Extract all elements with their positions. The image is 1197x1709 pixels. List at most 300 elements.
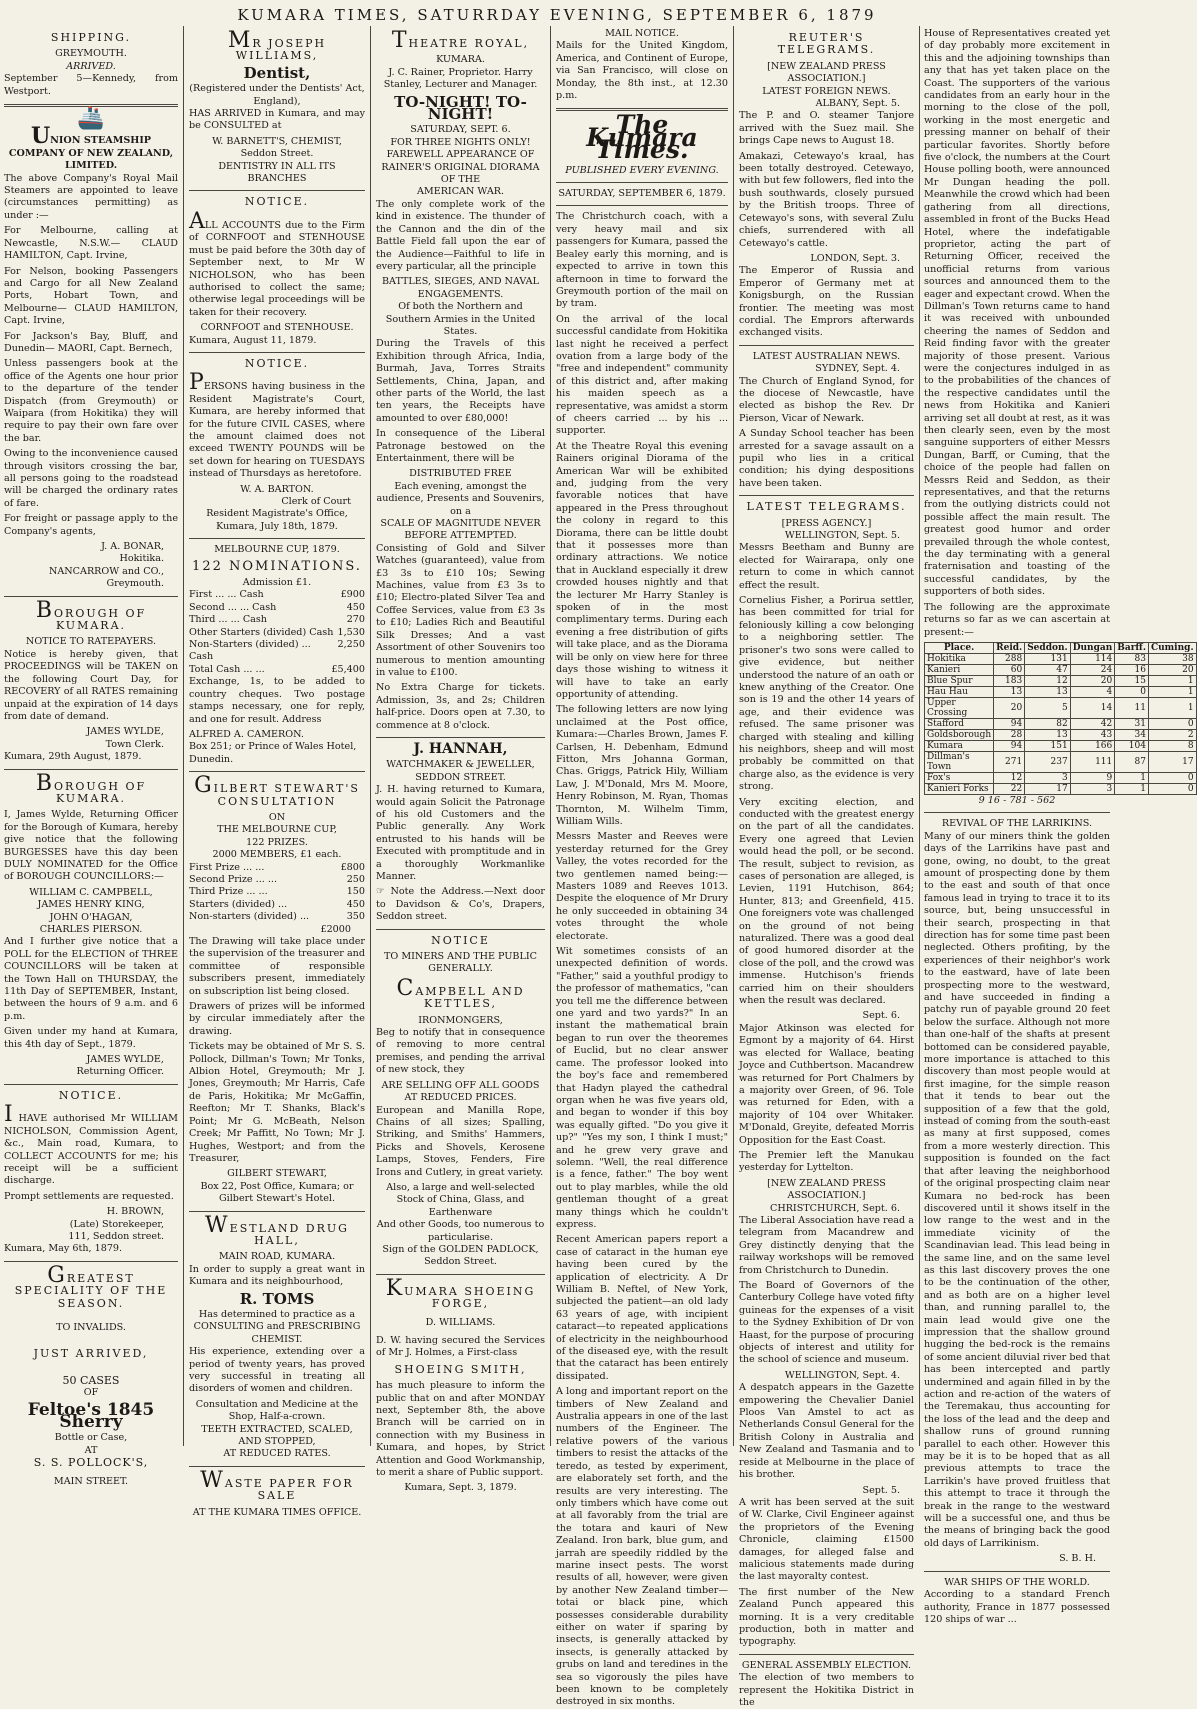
divider: [189, 352, 365, 353]
dateline: SYDNEY, Sept. 4.: [815, 363, 900, 375]
divider: [4, 769, 178, 770]
table-cell: 82: [1025, 718, 1071, 729]
prize-value: 1,530: [337, 626, 365, 638]
prize-label: Second ... ... Cash: [189, 601, 277, 613]
arrival-line: September 5—Kennedy, from Westport.: [4, 73, 178, 97]
table-cell: Dillman's Town: [925, 751, 994, 772]
prize-total: £2000: [320, 923, 351, 935]
total-value: £5,400: [331, 663, 365, 675]
table-cell: 42: [1070, 718, 1115, 729]
prize-value: 250: [346, 873, 365, 885]
cases: 50 CASES: [62, 1373, 120, 1387]
signature: Hokitika.: [119, 553, 164, 565]
just-arrived: JUST ARRIVED,: [33, 1347, 149, 1361]
table-cell: 87: [1115, 751, 1149, 772]
notice-title: NOTICE: [431, 933, 490, 947]
prize-list: [189, 589, 365, 663]
article-para: Many of our miners think the golden days of the Larrikins have past and gone, owing, no doubt, to the great amount of prospecting done by them to the east and south of that once famous lead in trying to trace it to its source, but, being unsuccessful in their search, prospecting in that direction has for some time past been neglected. Others profiting, by the experiences of their neighbor's work to the eastward, have of late been prospecting more to the westward, and have succeeded in finding a patchy run of payable ground 20 feet below the surface. Although not more than one-half of the shafts at present bottomed can be considered payable, more importance is attached to this discovery than most people would at first imagine, for the simple reason that it tends to bear out the supposition of a few that the gold, instead of coming from the south-east as many at first supposed, comes from a more westerly direction. This supposition is founded on the fact that after leaving the neighborhood of the original prospecting claim near Kumara no bed-rock has been discovered until it shows itself in the low range to the west and in the immediate vicinity of the Scandinavian lead. This lead being in the same line, and on the same level as this last discovery proves the one to be the continuation of the other, and as both are on a higher level than, and running parallel to, the main lead would give one the impression that the shallow ground hugging the bed-rock is the remains of some ancient diluvial river bed that has been intercepted and partly undermined and again filled in by the action and re-action of the waters of the Teremakau, thus accounting for the loss of the lead and the deep and shallow runs of ground running parallel to each other. However this may be it is to be hoped that as all previous attempts to trace the Larrikin's have proved fruitless that this attempt to trace it through the break in the range to the westward will be a successful one, and thus be the means of bringing back the good old days of Larrikinism.: [924, 830, 1110, 1549]
dentist-title: MR JOSEPH WILLIAMS,: [227, 28, 327, 63]
column-4: [556, 28, 728, 1708]
press-agency: [PRESS AGENCY.]: [781, 517, 872, 529]
forge-para: has much pleasure to inform the public that on and after MONDAY next, September 8th, the above Branch will be carried on in connection with my Business in Kumara, and hopes, by Strict Attention and Good Workmanship, to merit a share of Public support.: [376, 1380, 545, 1479]
each-evening: Each evening, amongst the audience, Presents and Souvenirs, on a: [376, 480, 545, 517]
table-cell: 0: [1148, 772, 1196, 783]
theatre-para: In consequence of the Liberal Patronage bestowed on the Entertainment, there will be: [376, 428, 545, 464]
table-cell: Kumara: [925, 740, 994, 751]
masthead: KUMARA TIMES, SATURRDAY EVENING, SEPTEMBER 6, 1879: [237, 6, 877, 24]
column-header: Cuming.: [1148, 642, 1196, 653]
table-cell: 1: [1148, 686, 1196, 697]
table-cell: 3: [1025, 772, 1071, 783]
prize-label: Other Starters (divided) Cash: [189, 626, 334, 638]
column-rule: [183, 26, 184, 1446]
column-rule: [919, 26, 920, 1446]
table-row: [925, 772, 1197, 783]
cup-nominations: 122 NOMINATIONS.: [192, 558, 362, 574]
column-5: [739, 28, 915, 1708]
telegram-para: The P. and O. steamer Tanjore arrived with the Suez mail. She brings Cape news to August 18.: [739, 110, 914, 147]
campbell-title: CAMPBELL AND KETTLES,: [396, 975, 525, 1011]
divider: [189, 538, 365, 539]
dentist-para: HAS ARRIVED in Kumara, and may be CONSULTED at: [189, 108, 365, 132]
table-cell: Hokitika: [925, 653, 994, 664]
golden-padlock: Sign of the GOLDEN PADLOCK, Seddon Street.: [382, 1243, 539, 1268]
consult-para: The Drawing will take place under the supervision of the treasurer and committee of responsible subscribers present, immediately on subscription list being closed.: [189, 936, 365, 997]
handwritten-note: 9 16 - 781 - 562: [978, 794, 1056, 806]
table-cell: 1: [1148, 697, 1196, 718]
notice-title: NOTICE.: [244, 356, 310, 370]
usc-para: The above Company's Royal Mail Steamers are appointed to leave (circumstances permitting) as under :—: [4, 172, 178, 221]
of-label: OF: [83, 1387, 99, 1399]
seddon-st: Seddon Street.: [240, 148, 314, 160]
column-header: Reid.: [994, 642, 1025, 653]
table-cell: 131: [1025, 653, 1071, 664]
drug-hall-title: WESTLAND DRUG HALL,: [205, 1212, 349, 1247]
borough-para: Notice is hereby given, that PROCEEDINGS will be TAKEN on the following Court Day, for RECOVERY of all RATES remaining unpaid at the expiration of 14 days from date of demand.: [4, 648, 178, 722]
column-rule: [370, 26, 371, 1446]
prize-row: [189, 862, 365, 874]
table-cell: 12: [1025, 675, 1071, 686]
article-para: Wit sometimes consists of an unexpected definition of words. "Father," said a youthful prodigy to the professor of mathematics, "can you tell me the difference between one yard and two yards?" In an instant the mathematical brain began to run over the theoremes of Euclid, but no clear answer came. The professor looked into the boy's face and remembered that Hadyn played the cathedral organ when he was five years old, and began to wonder if this boy was equally gifted. "Do you give it up?" "Yes my son, I think I must;" and he grew very grave and solemn. "Well, the real difference is a fence, father." The boy went out to play marbles, while the old gentleman thought of a great many things which he couldn't express.: [556, 946, 728, 1230]
article-para: House of Representatives created yet of day probably more excitement in this and the adjoining townships than any that has yet taken place on the Coast. The supporters of the various candidates from an early hour in the morning to the close of the poll, working in the most energetic and pressing manner on behalf of their particular favorites. Shortly before five o'clock, the numbers at the Court House polling booth, were announced Mr Dungan heading the poll. Meanwhile the crowd which had been gathering from all directions, assembled in front of the Bucks Head Hotel, where the indefatigable proprietor, acting the part of Returning Officer, received the unofficial returns from various sources and announced them to the eager and expectant crowd. When the Dillman's Town returns came to hand it was received with unbounded cheering the names of Seddon and Reid finding favor with the greater majority of those present. Various were the conjectures indulged in as to the probabilities of the chances of the respective candidates until the news from Hokitika and Kanieri arriving set all doubt at rest, as it was then clearly seen, even by the most sanguine supporters of either Messrs Dungan, Barff, or Cuming, that the choice of the people had fallen on Messrs Reid and Seddon, as their representatives, and that the returns from the outlying districts could not possible affect the main result. The greatest good humor and order prevailed through the whole contest, the day terminating with a general fraternisation and toasting of the successful candidates, by the supporters of both sides.: [924, 28, 1110, 598]
notice-para: ALL ACCOUNTS due to the Firm of CORNFOOT and STENHOUSE must be paid before the 30th day of September next, to Mr W NICHOLSON, who has been authorised to collect the same; otherwise legal proceedings will be taken for their recovery.: [189, 208, 365, 318]
prize-row: [189, 589, 365, 601]
prize-label: Third Prize ... ...: [189, 886, 268, 898]
larrikins-title: REVIVAL OF THE LARRIKINS.: [941, 818, 1093, 830]
nominee: CHARLES PIERSON.: [39, 924, 143, 935]
notice-title: NOTICE.: [58, 1088, 124, 1102]
usc-para: Unless passengers book at the office of the Agents one hour prior to the departure of the tender Dispatch (from Greymouth) or Waipara (from Hokitika) they will require to pay their own fare over the bar.: [4, 358, 178, 444]
column-header: Dungan: [1070, 642, 1115, 653]
table-cell: 151: [1025, 740, 1071, 751]
table-cell: 20: [994, 697, 1025, 718]
consult-para: Tickets may be obtained of Mr S. S. Pollock, Dillman's Town; Mr Tonks, Albion Hotel, Greymouth; Mr J. Jones, Greymouth; Mr Harris, Cafe de Paris, Hokitika; Mr McGaffin, Reefton; Mr T. Shanks, Black's Point; Mr G. McBeath, Nelson Creek; Mr Paffitt, No Town; Mr J. Hughes, Westport; and from the Treasurer,: [189, 1041, 365, 1164]
telegram-para: The first number of the New Zealand Punch appeared this morning. It is a very creditable production, both in matter and typography.: [739, 1586, 914, 1648]
signature: CORNFOOT and STENHOUSE.: [200, 322, 354, 334]
press-assoc: [NEW ZEALAND PRESS ASSOCIATION.]: [767, 60, 886, 85]
telegram-para: The Emperor of Russia and Emperor of Germany met at Konigsburgh, on the Russian frontier. The meeting was most cordial. The Emprors afterwards exchanged visits.: [739, 265, 914, 339]
table-cell: Blue Spur: [925, 675, 994, 686]
article-para: Messrs Master and Reeves were yesterday returned for the Grey Valley, the votes recorded for the two gentlemen named being:—Masters 1089 and Reeves 1013. Despite the eloquence of Mr Drury he only succeeded in obtaining 34 votes throught the whole electorate.: [556, 831, 728, 942]
nominee: WILLIAM C. CAMPBELL,: [29, 886, 153, 898]
forge-owner: D. WILLIAMS.: [425, 1316, 496, 1328]
column-rule: [733, 26, 734, 1446]
table-cell: 15: [1115, 675, 1149, 686]
prizes-label: 122 PRIZES.: [246, 836, 308, 848]
table-cell: 13: [1025, 686, 1071, 697]
table-cell: 271: [994, 751, 1025, 772]
article-para: According to a standard French authority, France in 1877 possessed 120 ships of war ...: [924, 1589, 1110, 1625]
campbell-para: European and Manilla Rope, Chains of all sizes; Spalling, Striking, and Smiths' Hammers, Picks and Shovels, Kerosene Lamps, Stoves, Fenders, Fire Irons and Cutlery, in great variety.: [376, 1104, 545, 1178]
article-para: A long and important report on the timbers of New Zealand and Australia appears in one of the last numbers of the Engineer. The relative powers of the various timbers to resist the attacks of the teredo, as tested by experiment, are elaborately set forth, and the results are very interesting. The only timbers which have come out at all favorably from the trial are the totara and kauri of New Zealand. Iron bark, blue gum, and jarrah are speedily riddled by the marine insect pests. The worst results of all, however, were given by another New Zealand timber—totai or black pine, which possesses considerable durability either on water if sparing by insects, is generally attacked by insects, is generally attacked by grubs on land and teredines in the sea so vigorously the piles have been known to be completely destroyed in six months.: [556, 1386, 728, 1708]
distributed-free: DISTRIBUTED FREE: [409, 468, 512, 480]
prize-row: [189, 886, 365, 898]
table-cell: 13: [994, 686, 1025, 697]
signature: Box 22, Post Office, Kumara; or Gilbert Stewart's Hotel.: [200, 1180, 354, 1205]
table-cell: 183: [994, 675, 1025, 686]
signature: NANCARROW and CO.,: [48, 565, 164, 577]
table-cell: 24: [1070, 664, 1115, 675]
steamship-icon: 🚢: [77, 106, 105, 132]
usc-para: For Jackson's Bay, Bluff, and Dunedin— MAORI, Capt. Bernech,: [4, 330, 178, 354]
selling-off: ARE SELLING OFF ALL GOODS AT REDUCED PRICES.: [381, 1079, 540, 1104]
signature: H. BROWN,: [106, 1206, 164, 1218]
theatre-town: KUMARA.: [436, 54, 485, 66]
article-para: The following are the approximate returns so far as we can ascertain at present:—: [924, 601, 1110, 638]
table-cell: 34: [1115, 729, 1149, 740]
of-the: OF THE: [440, 174, 481, 186]
admission: Admission £1.: [242, 577, 312, 589]
table-cell: 1: [1148, 675, 1196, 686]
signature: Clerk of Court: [281, 496, 351, 507]
main-street: MAIN STREET.: [53, 1475, 129, 1487]
shoeing-smith: SHOEING SMITH,: [394, 1362, 527, 1376]
bottle-case: Bottle or Case,: [54, 1432, 128, 1444]
notice-para: I HAVE authorised Mr WILLIAM NICHOLSON, Commission Agent, &c., Main road, Kumara, to COLLECT ACCOUNTS for me; his receipt will be a sufficient discharge.: [4, 1102, 178, 1187]
table-cell: 20: [1070, 675, 1115, 686]
hannah-para: J. H. having returned to Kumara, would again Solicit the Patronage of his old Customers and the Public generally. Any Work entrusted to his hands will be Executed with promptitude and in a thoroughly Workmanlike Manner.: [376, 784, 545, 882]
table-cell: 0: [1148, 783, 1196, 794]
signature: JAMES WYLDE,: [86, 1054, 164, 1066]
notice-para: PERSONS having business in the Resident Magistrate's Court, Kumara, are hereby informed that for the future CIVIL CASES, where the amount claimed does not exceed TWENTY POUNDS will be set down for hearing on TUESDAYS instead of Thursdays as heretofore.: [189, 370, 365, 480]
theatre-para: Consisting of Gold and Silver Watches (guaranteed), value from £3 3s to £10 10s; Sewing Machines, value from £3 3s to £10; Electro-plated Silver Tea and Coffee Services, value from £3 3s to £10; Ladies Rich and Beautiful Silk Dresses; And a vast Assortment of other Souvenirs too numerous to mention amounting in value to £100.: [376, 542, 545, 678]
prize-value: £900: [340, 589, 365, 601]
american-war: AMERICAN WAR.: [416, 186, 505, 198]
table-cell: 111: [1070, 751, 1115, 772]
notice-title: NOTICE.: [244, 195, 310, 209]
notice-para: Prompt settlements are requested.: [4, 1190, 174, 1202]
borough-title: BOROUGH OF KUMARA.: [35, 597, 147, 633]
telegram-para: A Sunday School teacher has been arrested for a savage assault on a pupil who lies in a critical condition; his dying despositions have been taken.: [739, 428, 914, 489]
cup-label: THE MELBOURNE CUP,: [217, 824, 337, 836]
theatre-para: No Extra Charge for tickets. Admission, 3s, and 2s; Children half-price. Doors open at 7.30, to commence at 8 o'clock.: [376, 682, 545, 731]
dateline: ALBANY, Sept. 5.: [815, 98, 900, 110]
battles: BATTLES, SIEGES, AND NAVAL ENGAGEMENTS.: [382, 276, 539, 300]
column-3: [376, 28, 545, 1494]
table-row: [925, 653, 1197, 664]
date-line: Kumara, Sept. 3, 1879.: [404, 1482, 517, 1494]
table-cell: 4: [1070, 686, 1115, 697]
table-cell: 288: [994, 653, 1025, 664]
members-label: 2000 MEMBERS, £1 each.: [212, 849, 342, 861]
invalids: TO INVALIDS.: [56, 1321, 126, 1333]
dateline: Sept. 5.: [862, 1484, 900, 1496]
table-body: [925, 653, 1197, 794]
mail-para: Mails for the United Kingdom, America, and Continent of Europe, via San Francisco, will close on Monday, the 8th inst., at 12.30 p.m.: [556, 40, 728, 102]
kumara-times-title: The Kumara Times.: [586, 110, 698, 165]
table-cell: 94: [994, 740, 1025, 751]
table-cell: 31: [1115, 718, 1149, 729]
date-line: Kumara, July 18th, 1879.: [216, 520, 338, 532]
prize-value: 2,250: [337, 639, 365, 651]
table-cell: 104: [1115, 740, 1149, 751]
scale-magnitude: SCALE OF MAGNITUDE NEVER BEFORE ATTEMPTED.: [380, 518, 541, 542]
usc-para: Owing to the inconvenience caused through visitors crossing the bar, all persons going to the roadstead will be charged the ordinary rates of fare.: [4, 448, 178, 509]
date-line: Kumara, August 11, 1879.: [189, 334, 317, 346]
article-para: At the Theatre Royal this evening Rainers original Diorama of the American War will be exhibited and, judging from the very favorable notices that have appeared in the Press throughout the colony in regard to this Diorama, there can be little doubt that it possesses more than ordinary attractions. We notice that in Auckland especially it drew crowded houses nightly and that the lecturer Mr Harry Stanley is spoken of in the most complimentary terms. During each evening a free distribution of gifts will take place, and as the Diorama will be only on view here for three days those wishing to witness it will have to take an early opportunity of attending.: [556, 440, 728, 700]
signature: (Late) Storekeeper,: [69, 1218, 164, 1230]
forge-title: KUMARA SHOEING FORGE,: [385, 1275, 536, 1311]
usc-title: UNION STEAMSHIP COMPANY OF NEW ZEALAND, LIMITED.: [8, 123, 174, 172]
consult-para: Drawers of prizes will be informed by circular immediately after the drawing.: [189, 1001, 365, 1037]
table-cell: 60: [994, 664, 1025, 675]
toms-name: R. TOMS: [239, 1289, 315, 1308]
column-1: [4, 28, 178, 1487]
prize-value: 450: [346, 898, 365, 910]
press-assoc: [NEW ZEALAND PRESS ASSOCIATION.]: [767, 1177, 886, 1202]
borough-para: Given under my hand at Kumara, this 4th day of Sept., 1879.: [4, 1026, 178, 1050]
table-row: [925, 751, 1197, 772]
telegram-para: Cornelius Fisher, a Porirua settler, has been committed for trial for feloniously killing a cow belonging to a neighboring settler. The prisoner's two sons were called to give evidence, but neither understood the nature of an oath or knew anything of the Creator. One son is 19 and the other 14 years of age, and their evidence was refused. The same prisoner was charged with stealing and killing his neighbors, sheep and will most probably be committed on that charge also, as the evidence is very strong.: [739, 595, 914, 793]
table-row: [925, 664, 1197, 675]
arrived-label: ARRIVED.: [66, 60, 116, 72]
drug-para: In order to supply a great want in Kumara and its neighbourhood,: [189, 1263, 365, 1288]
table-cell: 3: [1070, 783, 1115, 794]
cup-title: MELBOURNE CUP, 1879.: [214, 544, 340, 556]
divider: [556, 205, 728, 206]
dentistry-branches: DENTISTRY IN ALL ITS BRANCHES: [218, 160, 336, 185]
drug-para: Has determined to practice as a CONSULTING and PRESCRIBING CHEMIST.: [193, 1308, 361, 1345]
signature: S. B. H.: [1059, 1553, 1096, 1565]
prize-value: 150: [346, 886, 365, 898]
divider: [556, 182, 728, 183]
farewell: FAREWELL APPEARANCE OF RAINER'S ORIGINAL DIORAMA: [381, 149, 540, 173]
dentist-label: Dentist,: [243, 63, 311, 82]
prize-label: Second Prize ... ...: [189, 873, 278, 885]
prize-label: Non-starters (divided) ...: [189, 911, 310, 923]
divider: [739, 345, 914, 346]
at-label: AT: [84, 1444, 98, 1456]
prize-row: [189, 874, 365, 886]
prize-label: Third ... ... Cash: [189, 614, 267, 626]
election-returns-table: [924, 642, 1197, 795]
reduced-rates: AT REDUCED RATES.: [223, 1448, 331, 1460]
table-row: [925, 718, 1197, 729]
table-cell: 20: [1148, 664, 1196, 675]
divider: [924, 812, 1110, 813]
waste-paper-sub: AT THE KUMARA TIMES OFFICE.: [192, 1506, 362, 1518]
telegram-para: Very exciting election, and conducted with the greatest energy on the part of all the candidates. Every one agreed that Levien would head the poll, or be second. The result, subject to revision, as cases of personation are alleged, is Levien, 1191 Hutchison, 864; Hunter, 813; and Greenfield, 415. One foreigners vote was challenged on the ground of not being naturalized. There was a good deal of good humored disorder at the close of the poll, and the crowd was immense. Hutchison's friends carried him on their shoulders when the result was declared.: [739, 796, 915, 1007]
table-cell: 1: [1115, 772, 1149, 783]
table-cell: 38: [1148, 653, 1196, 664]
reuters-title: REUTER'S TELEGRAMS.: [777, 31, 876, 57]
dateline: WELLINGTON, Sept. 4.: [784, 1369, 900, 1381]
dateline: Sept. 6.: [862, 1010, 900, 1022]
borough-para: I, James Wylde, Returning Officer for the Borough of Kumara, hereby give notice that the following BURGESSES have this day been DULY NOMINATED for the Office of BOROUGH COUNCILLORS:—: [4, 809, 178, 883]
table-row: [925, 686, 1197, 697]
ironmongers: IRONMONGERS,: [418, 1014, 503, 1026]
signature: Returning Officer.: [76, 1066, 164, 1078]
date-line: Kumara, 29th August, 1879.: [4, 751, 142, 763]
divider: [739, 495, 914, 496]
telegram-para: The Board of Governors of the Canterbury College have voted fifty guineas for the expenses of a visit to the Sydney Exhibition of Dr von Haast, for the purpose of procuring objects of interest and utility for the school of science and museum.: [739, 1280, 914, 1366]
waste-paper-title: WASTE PAPER FOR SALE: [200, 1467, 354, 1503]
prize-label: Starters (divided) ...: [189, 898, 288, 910]
telegram-para: A writ has been served at the suit of W. Clarke, Civil Engineer against the proprietors of the Evening Chronicle, claiming £1500 damages, for alleged false and malicious statements made during the last mayoralty contest.: [739, 1496, 914, 1583]
shipping-heading: SHIPPING.: [50, 31, 132, 44]
table-row: [925, 740, 1197, 751]
prize-value: 450: [346, 601, 365, 613]
table-row: [925, 729, 1197, 740]
divider: [376, 737, 545, 738]
teeth-line: TEETH EXTRACTED, SCALED, AND STOPPED,: [201, 1423, 353, 1448]
campbell-para: Also, a large and well-selected Stock of China, Glass, and Earthenware: [386, 1181, 535, 1218]
divider: [739, 1654, 914, 1655]
consultation-title: GILBERT STEWART'S CONSULTATION: [194, 773, 360, 808]
australian-news: LATEST AUSTRALIAN NEWS.: [752, 350, 901, 362]
table-cell: Goldsborough: [925, 729, 994, 740]
prize-row: [189, 602, 365, 614]
hannah-sub: WATCHMAKER & JEWELLER,: [386, 759, 535, 771]
table-cell: 0: [1115, 686, 1149, 697]
assembly-election-title: GENERAL ASSEMBLY ELECTION.: [741, 1659, 912, 1671]
table-row: [925, 783, 1197, 794]
telegram-para: A despatch appears in the Gazette empowering the Chevalier Daniel Ploos Van Amstel to act as Netherlands Consul General for the British Colony in Australia and New Zealand and Tasmania and to reside at Melbourne in the place of his brother.: [739, 1382, 914, 1481]
telegram-para: The Premier left the Manukau yesterday for Lyttelton.: [739, 1149, 914, 1174]
table-cell: 28: [994, 729, 1025, 740]
nominee: JOHN O'HAGAN,: [49, 911, 133, 923]
column-6: [924, 28, 1194, 1625]
theatre-title: THEATRE ROYAL,: [391, 28, 530, 53]
total-label: Total Cash ... ...: [189, 663, 265, 675]
table-cell: Kanieri Forks: [925, 783, 994, 794]
table-cell: Kanieri: [925, 664, 994, 675]
table-cell: 43: [1070, 729, 1115, 740]
nominee: JAMES HENRY KING,: [37, 899, 145, 911]
article-para: The following letters are now lying unclaimed at the Post office, Kumara:—Charles Brown, James F. Carlsen, H. Debenham, Edmund Fitton, Mrs Johanna Gorman, Chas. Griggs, Patrick Hily, William Law, J. M'Donald, Mrs M. Moore, Henry Robinson, M. Ryan, Thomas Thornton, M. Wilhelm Timm, William Wills.: [556, 704, 728, 827]
on-label: ON: [268, 811, 286, 823]
article-para: Recent American papers report a case of cataract in the human eye having been cured by the application of electricity. A Dr William B. Neftel, of New York, subjected the patient—an old lady 63 years of age, with incipient cataract—to repeated applications of electricity in the neighbourhood of the diseased eye, with the result that the cataract has been entirely dissipated.: [556, 1234, 728, 1382]
main-road: MAIN ROAD, KUMARA.: [218, 1251, 336, 1263]
telegram-para: The Church of England Synod, for the diocese of Newcastle, have elected as bishop the Rev. Dr Pierson, Vicar of Newark.: [739, 375, 914, 424]
speciality-title: GREATEST SPECIALITY OF THE SEASON.: [14, 1262, 168, 1310]
forge-para: D. W. having secured the Services of Mr J. Holmes, a First-class: [376, 1335, 545, 1359]
table-cell: 166: [1070, 740, 1115, 751]
telegram-para: Messrs Beetham and Bunny are elected for Wairarapa, only one return to come in which cannot effect the result.: [739, 542, 914, 591]
prize-value: 350: [346, 911, 365, 923]
table-cell: 11: [1115, 697, 1149, 718]
table-cell: 12: [994, 772, 1025, 783]
cup-para: Exchange, 1s, to be added to country cheques. Two postage stamps necessary, one for reply, and one for result. Address: [189, 676, 365, 725]
latest-telegrams-title: LATEST TELEGRAMS.: [746, 500, 907, 514]
sherry-name: Feltoe's 1845 Sherry: [27, 1399, 155, 1432]
divider: [4, 1261, 178, 1262]
mail-notice-title: MAIL NOTICE.: [605, 28, 679, 39]
borough-subtitle: NOTICE TO RATEPAYERS.: [25, 636, 157, 648]
theatre-date: SATURDAY, SEPT. 6.: [410, 124, 511, 136]
to-miners: TO MINERS AND THE PUBLIC GENERALLY.: [384, 951, 537, 975]
signature: Greymouth.: [106, 578, 164, 590]
column-header: Seddon.: [1025, 642, 1071, 653]
table-cell: 13: [1025, 729, 1071, 740]
prize-label: Non-Starters (divided) ... Cash: [189, 639, 311, 663]
three-nights: FOR THREE NIGHTS ONLY!: [390, 136, 531, 148]
table-cell: Upper Crossing: [925, 697, 994, 718]
telegram-para: Major Atkinson was elected for Egmont by a majority of 64. Hirst was elected for Wallace, beating Joyce and Cuthbertson. Macandrew was returned for Port Chalmers by a majority over Green, of 96. Tole was returned for Eden, with a majority of 104 over Whitaker. M'Donald, Greyite, defeated Morris Opposition for the East Coast.: [739, 1022, 914, 1146]
signature: Town Clerk.: [105, 738, 164, 750]
table-cell: 17: [1025, 783, 1071, 794]
divider: [4, 596, 178, 597]
campbell-para: And other Goods, too numerous to particularise.: [376, 1219, 545, 1243]
column-rule: [550, 26, 551, 1446]
table-cell: 114: [1070, 653, 1115, 664]
signature: J. A. BONAR,: [101, 541, 164, 553]
signature: ALFRED A. CAMERON.: [189, 728, 304, 740]
hannah-street: SEDDON STREET.: [415, 771, 506, 783]
theatre-prop: J. C. Rainer, Proprietor. Harry Stanley, Lecturer and Manager.: [383, 66, 538, 91]
table-cell: 2: [1148, 729, 1196, 740]
hannah-note: ☞ Note the Address.—Next door to Davidson & Co's, Drapers, Seddon street.: [376, 886, 545, 923]
signature: Box 251; or Prince of Wales Hotel, Dunedin.: [189, 741, 357, 765]
divider: [189, 1466, 365, 1467]
column-header: Place.: [925, 642, 994, 653]
foreign-news: LATEST FOREIGN NEWS.: [762, 85, 891, 97]
table-row: [925, 675, 1197, 686]
table-cell: Stafford: [925, 718, 994, 729]
issue-date: SATURDAY, SEPTEMBER 6, 1879.: [558, 188, 726, 200]
article-para: The Christchurch coach, with a very heavy mail and six passengers for Kumara, passed the Bealey early this morning, and is expected to arrive in town this afternoon in time to forward the Greymouth portion of the mail on by tram.: [556, 211, 728, 310]
usc-para: For Nelson, booking Passengers and Cargo for all New Zealand Ports, Hobart Town, and Melbourne— CLAUD HAMILTON, Capt. Irvine,: [4, 265, 178, 327]
signature: JAMES WYLDE,: [86, 726, 164, 738]
signature: Resident Magistrate's Office,: [206, 508, 348, 520]
published-line: PUBLISHED EVERY EVENING.: [565, 164, 719, 176]
table-cell: 9: [1070, 772, 1115, 783]
table-cell: 47: [1025, 664, 1071, 675]
prize-list: [189, 862, 365, 924]
table-cell: Hau Hau: [925, 686, 994, 697]
table-cell: 0: [1148, 718, 1196, 729]
table-cell: 8: [1148, 740, 1196, 751]
table-cell: 14: [1070, 697, 1115, 718]
prize-row: [189, 911, 365, 923]
campbell-para: Beg to notify that in consequence of removing to more central premises, and pending the arrival of new stock, they: [376, 1027, 545, 1076]
prize-label: First ... ... Cash: [189, 589, 264, 601]
armies: Of both the Northern and Southern Armies in the United States.: [385, 301, 536, 337]
article-para: On the arrival of the local successful candidate from Hokitika last night he received a perfect ovation from a large body of the "free and independent" community of this district and, after making his maiden speech as a representative, was amidst a storm of cheers carried ... by his ... supporter.: [556, 313, 728, 437]
barnett: W. BARNETT'S, CHEMIST,: [212, 135, 342, 147]
prize-value: £800: [340, 861, 365, 873]
drug-para: Consultation and Medicine at the Shop, Half-a-crown.: [195, 1398, 359, 1423]
column-2: [189, 28, 365, 1518]
signature: W. A. BARTON.: [240, 483, 314, 495]
usc-para: For Melbourne, calling at Newcastle, N.S.W.— CLAUD HAMILTON, Capt. Irvine,: [4, 225, 178, 262]
signature: GILBERT STEWART,: [227, 1168, 327, 1180]
prize-row: [189, 627, 365, 639]
usc-para: For freight or passage apply to the Company's agents,: [4, 513, 178, 537]
divider: [189, 771, 365, 772]
war-ships-title: WAR SHIPS OF THE WORLD.: [944, 1576, 1090, 1588]
hannah-title: J. HANNAH,: [413, 740, 508, 757]
